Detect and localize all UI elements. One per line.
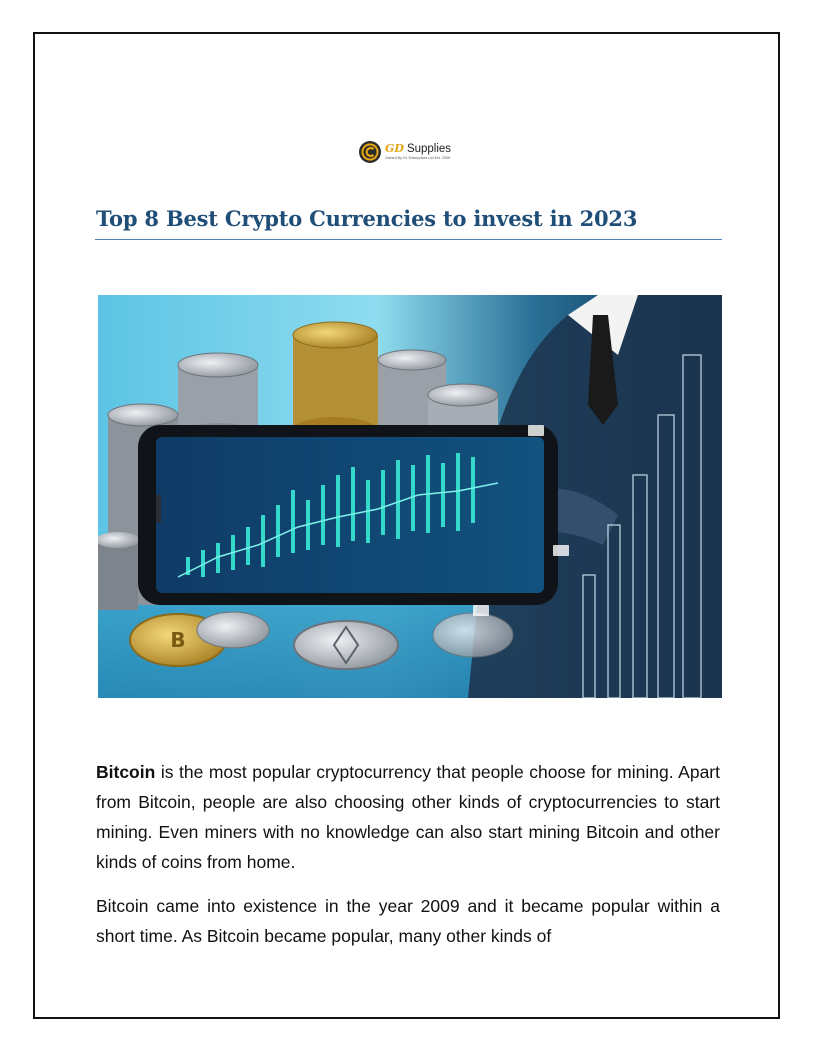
smartphone-illustration [138,425,558,605]
logo-tagline: Owned By DL Enterprises Ltd Est. 2006 [385,156,451,161]
paragraph-1-text: is the most popular cryptocurrency that people choose for mining. Apart from Bitcoin, people are also choosing other kinds of cryptocurrencies to start mining. Even miners with no knowledge can also start mining Bitcoin and other kinds of coins from home. [96,762,720,872]
hero-image [98,295,722,698]
title-underline [95,239,722,240]
page-title: Top 8 Best Crypto Currencies to invest in 2023 [96,206,638,231]
logo-c-icon [358,140,382,164]
paragraph-1-lead: Bitcoin [96,762,156,782]
paragraph-1 [96,757,720,877]
logo-gd: GD [385,141,404,155]
brand-logo[interactable] [358,138,451,166]
paragraph-2: Bitcoin came into existence in the year 2009 and it became popular within a short time. As Bitcoin became popular, many other kinds of [96,896,720,946]
svg-text:B: B [170,628,186,652]
logo-supplies: Supplies [406,142,452,155]
